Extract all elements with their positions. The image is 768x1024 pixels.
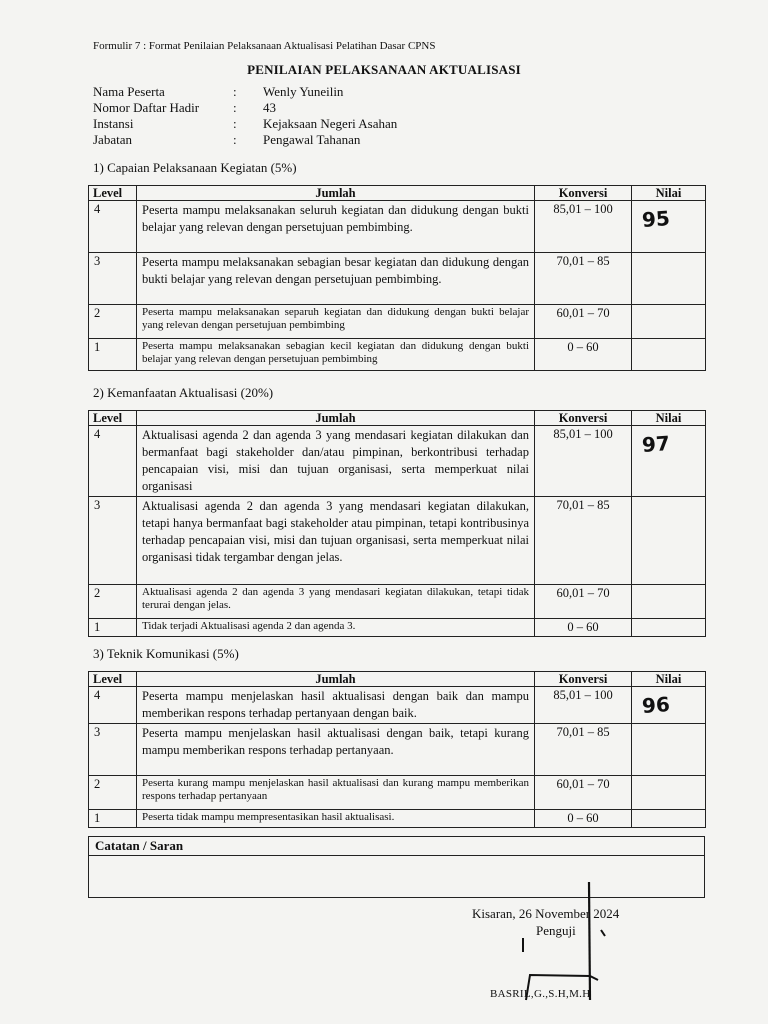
table-row [89, 497, 706, 585]
score-cell [632, 810, 706, 828]
table-row [89, 253, 706, 305]
score-cell [632, 619, 706, 637]
description-cell: Peserta tidak mampu mempresentasikan hasil aktualisasi. [137, 810, 535, 828]
conversion-cell: 85,01 – 100 [535, 687, 632, 724]
level-cell: 3 [89, 724, 137, 776]
level-cell: 3 [89, 497, 137, 585]
score-cell [632, 585, 706, 619]
table-row [89, 619, 706, 637]
conversion-cell: 85,01 – 100 [535, 201, 632, 253]
identity-separator: : [233, 84, 237, 99]
place-date: Kisaran, 26 November 2024 [472, 906, 620, 921]
score-cell [632, 687, 706, 724]
description-cell: Peserta mampu menjelaskan hasil aktualisasi dengan baik dan mampu memberikan respons terhadap pertanyaan dengan baik. [137, 687, 535, 724]
header-level: Level [89, 186, 137, 201]
description-cell: Peserta mampu melaksanakan sebagian kecil kegiatan dan didukung dengan bukti belajar yang relevan dengan persetujuan pembimbing [137, 339, 535, 371]
table-row [89, 305, 706, 339]
identity-separator: : [233, 132, 237, 147]
section-3-table [88, 671, 706, 828]
level-cell: 2 [89, 776, 137, 810]
level-cell: 4 [89, 687, 137, 724]
conversion-cell: 70,01 – 85 [535, 253, 632, 305]
table-header-row [89, 186, 706, 201]
description-cell: Peserta mampu melaksanakan seluruh kegiatan dan didukung dengan bukti belajar yang relevan dengan persetujuan pembimbing. [137, 201, 535, 253]
identity-row-institution [93, 116, 397, 132]
description-cell: Aktualisasi agenda 2 dan agenda 3 yang mendasari kegiatan dilakukan dan bermanfaat bagi stakeholder dan/atau pimpinan, berkontribusi terhadap pencapaian visi, misi dan tujuan organisasi, serta memperkuat nilai organisasi [137, 426, 535, 497]
level-cell: 1 [89, 810, 137, 828]
table-row [89, 687, 706, 724]
header-nilai: Nilai [632, 411, 706, 426]
identity-value: Wenly Yuneilin [263, 84, 344, 99]
conversion-cell: 0 – 60 [535, 810, 632, 828]
table-header-row [89, 411, 706, 426]
identity-value: Pengawal Tahanan [263, 132, 361, 147]
handwritten-score: 96 [641, 692, 671, 718]
table-row [89, 810, 706, 828]
handwritten-score: 97 [641, 431, 671, 457]
description-cell: Aktualisasi agenda 2 dan agenda 3 yang mendasari kegiatan dilakukan, tetapi tidak terurai dengan jelas. [137, 585, 535, 619]
score-cell [632, 426, 706, 497]
score-cell [632, 201, 706, 253]
header-jumlah: Jumlah [137, 186, 535, 201]
document-title: PENILAIAN PELAKSANAAN AKTUALISASI [247, 62, 521, 77]
form-reference: Formulir 7 : Format Penilaian Pelaksanaan Aktualisasi Pelatihan Dasar CPNS [93, 40, 436, 52]
level-cell: 4 [89, 426, 137, 497]
table-row [89, 776, 706, 810]
header-nilai: Nilai [632, 672, 706, 687]
level-cell: 1 [89, 619, 137, 637]
examiner-name: BASRIL,G.,S.H,M.H [490, 988, 591, 1000]
identity-row-attendance-number [93, 100, 397, 116]
section-1-table [88, 185, 706, 371]
handwritten-score: 95 [641, 206, 671, 232]
section-1-title: 1) Capaian Pelaksanaan Kegiatan (5%) [93, 160, 297, 175]
description-cell: Peserta mampu melaksanakan separuh kegiatan dan didukung dengan bukti belajar yang relevan dengan persetujuan pembimbing [137, 305, 535, 339]
identity-row-position [93, 132, 397, 148]
level-cell: 2 [89, 305, 137, 339]
level-cell: 1 [89, 339, 137, 371]
identity-separator: : [233, 116, 237, 131]
examiner-label: Penguji [536, 923, 576, 938]
table-header-row [89, 672, 706, 687]
conversion-cell: 85,01 – 100 [535, 426, 632, 497]
score-cell [632, 339, 706, 371]
header-jumlah: Jumlah [137, 411, 535, 426]
identity-label: Nomor Daftar Hadir [93, 100, 200, 115]
score-cell [632, 724, 706, 776]
conversion-cell: 0 – 60 [535, 619, 632, 637]
header-jumlah: Jumlah [137, 672, 535, 687]
identity-label: Instansi [93, 116, 134, 131]
table-row [89, 339, 706, 371]
conversion-cell: 0 – 60 [535, 339, 632, 371]
notes-heading: Catatan / Saran [89, 837, 704, 856]
description-cell: Peserta kurang mampu menjelaskan hasil aktualisasi dan kurang mampu memberikan respons terhadap pertanyaan [137, 776, 535, 810]
description-cell: Aktualisasi agenda 2 dan agenda 3 yang mendasari kegiatan dilakukan, tetapi hanya bermanfaat bagi stakeholder atau pimpinan, tetapi kontribusinya terhadap pencapaian visi, misi dan tujuan organisasi, serta memperkuat nilai organisasi tidak tergambar dengan jelas. [137, 497, 535, 585]
level-cell: 4 [89, 201, 137, 253]
conversion-cell: 60,01 – 70 [535, 585, 632, 619]
identity-row-name [93, 84, 397, 100]
table-row [89, 724, 706, 776]
identity-value: Kejaksaan Negeri Asahan [263, 116, 398, 131]
section-2-table [88, 410, 706, 637]
header-level: Level [89, 672, 137, 687]
conversion-cell: 70,01 – 85 [535, 497, 632, 585]
score-cell [632, 497, 706, 585]
score-cell [632, 253, 706, 305]
score-cell [632, 776, 706, 810]
section-2-title: 2) Kemanfaatan Aktualisasi (20%) [93, 385, 274, 400]
header-konversi: Konversi [535, 186, 632, 201]
table-row [89, 201, 706, 253]
participant-identity [93, 84, 397, 148]
section-3-title: 3) Teknik Komunikasi (5%) [93, 646, 239, 661]
conversion-cell: 70,01 – 85 [535, 724, 632, 776]
level-cell: 3 [89, 253, 137, 305]
conversion-cell: 60,01 – 70 [535, 776, 632, 810]
table-row [89, 426, 706, 497]
identity-label: Jabatan [93, 132, 132, 147]
notes-box [88, 836, 705, 898]
identity-value: 43 [263, 100, 276, 115]
conversion-cell: 60,01 – 70 [535, 305, 632, 339]
description-cell: Peserta mampu menjelaskan hasil aktualisasi dengan baik, tetapi kurang mampu memberikan respons terhadap pertanyaan. [137, 724, 535, 776]
description-cell: Peserta mampu melaksanakan sebagian besar kegiatan dan didukung dengan bukti belajar yang relevan dengan persetujuan pembimbing. [137, 253, 535, 305]
identity-separator: : [233, 100, 237, 115]
table-row [89, 585, 706, 619]
description-cell: Tidak terjadi Aktualisasi agenda 2 dan agenda 3. [137, 619, 535, 637]
header-nilai: Nilai [632, 186, 706, 201]
header-konversi: Konversi [535, 672, 632, 687]
header-level: Level [89, 411, 137, 426]
score-cell [632, 305, 706, 339]
identity-label: Nama Peserta [93, 84, 165, 99]
level-cell: 2 [89, 585, 137, 619]
header-konversi: Konversi [535, 411, 632, 426]
